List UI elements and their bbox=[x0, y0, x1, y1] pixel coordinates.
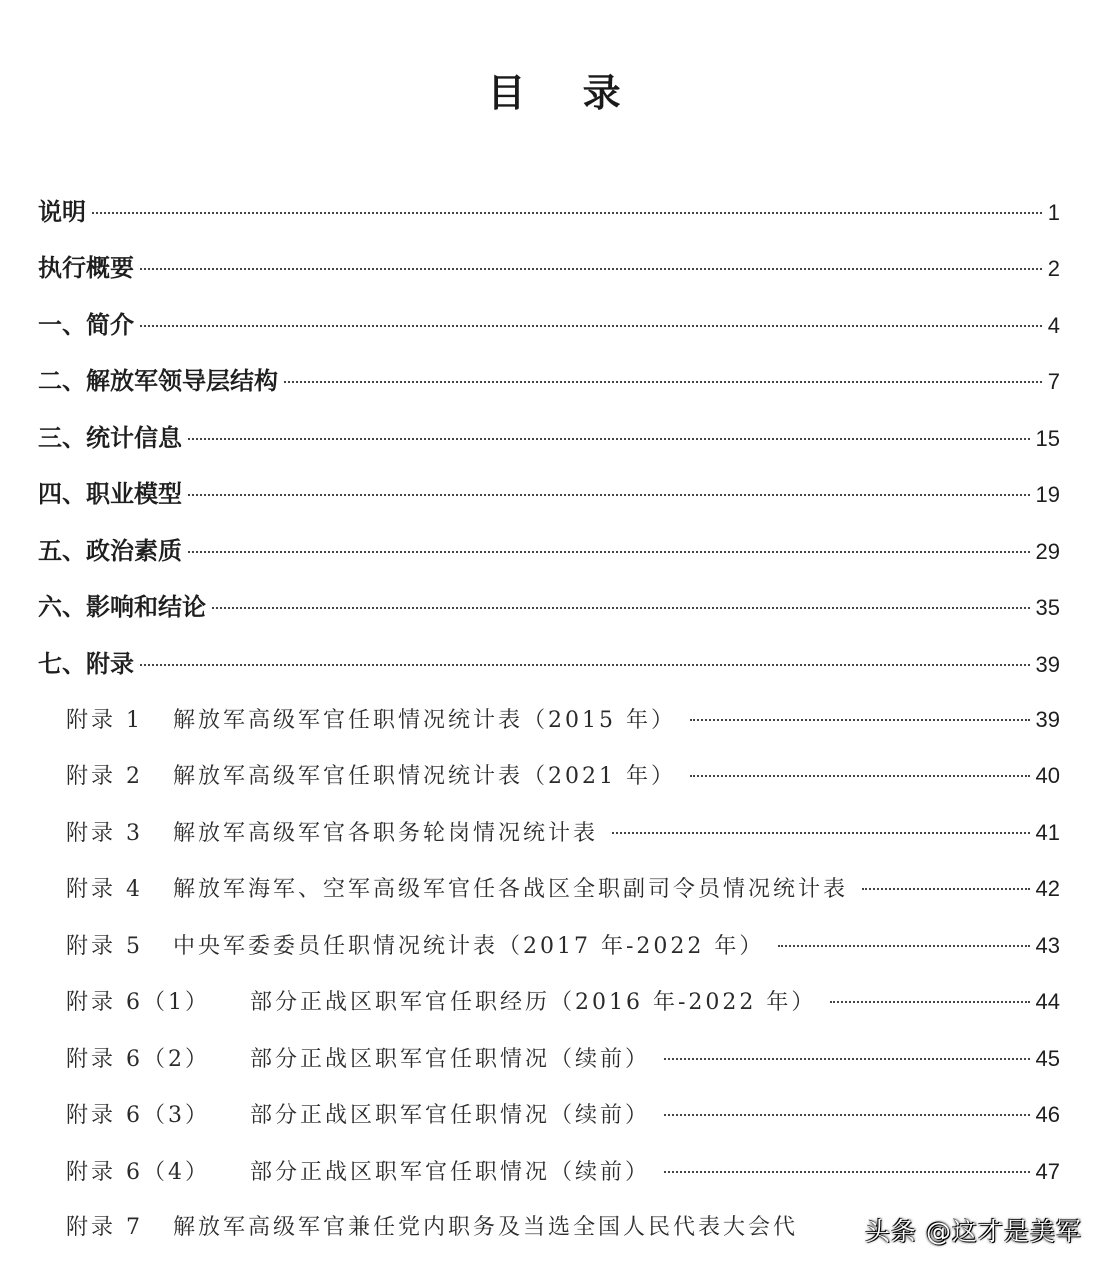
toc-page-number: 45 bbox=[1035, 1046, 1060, 1071]
appendix-prefix: 附录 2 bbox=[66, 764, 143, 789]
dot-leader bbox=[690, 774, 1030, 777]
toc-entry-label: 三、统计信息 bbox=[38, 424, 182, 452]
appendix-title: 解放军高级军官兼任党内职务及当选全国人民代表大会代 bbox=[173, 1215, 799, 1240]
toc-page-number: 39 bbox=[1035, 652, 1060, 677]
appendix-title: 部分正战区职军官任职经历（2016 年-2022 年） bbox=[250, 990, 817, 1015]
dot-leader bbox=[188, 493, 1030, 496]
appendix-prefix: 附录 1 bbox=[66, 708, 143, 733]
dot-leader bbox=[778, 944, 1029, 947]
dot-leader bbox=[140, 267, 1042, 270]
toc-entry[interactable] bbox=[38, 644, 1060, 684]
appendix-prefix: 附录 6（4） bbox=[66, 1160, 210, 1185]
dot-leader bbox=[212, 606, 1030, 609]
appendix-prefix: 附录 5 bbox=[66, 934, 143, 959]
toc-entry-label: 执行概要 bbox=[38, 254, 134, 282]
appendix-prefix: 附录 6（1） bbox=[66, 990, 210, 1015]
toc-appendix-entry[interactable] bbox=[66, 1039, 1060, 1079]
appendix-title: 解放军海军、空军高级军官任各战区全职副司令员情况统计表 bbox=[173, 877, 849, 902]
dot-leader bbox=[188, 550, 1030, 553]
appendix-prefix: 附录 7 bbox=[66, 1215, 143, 1240]
toc-entry[interactable] bbox=[38, 418, 1060, 458]
toc-entry-label: 四、职业模型 bbox=[38, 480, 182, 508]
page-title: 目 录 bbox=[487, 71, 643, 115]
toc-appendix-entry[interactable] bbox=[66, 982, 1060, 1022]
toc-entry-label: 五、政治素质 bbox=[38, 537, 182, 565]
toc-entry[interactable] bbox=[38, 248, 1060, 288]
toc-appendix-entry[interactable] bbox=[66, 813, 1060, 853]
dot-leader bbox=[188, 437, 1030, 440]
dot-leader bbox=[140, 663, 1030, 666]
appendix-title: 部分正战区职军官任职情况（续前） bbox=[250, 1047, 651, 1072]
toc-page-number: 41 bbox=[1035, 820, 1060, 845]
toc-page-number: 42 bbox=[1035, 876, 1060, 901]
dot-leader bbox=[830, 1000, 1029, 1003]
toc-page-number: 44 bbox=[1035, 989, 1060, 1014]
toc-page-number: 29 bbox=[1035, 539, 1060, 564]
toc-page-number: 7 bbox=[1047, 369, 1060, 394]
toc-appendix-entry[interactable] bbox=[66, 756, 1060, 796]
toc-page-number: 1 bbox=[1047, 200, 1060, 225]
toc-entry-label: 说明 bbox=[38, 198, 86, 226]
dot-leader bbox=[664, 1170, 1030, 1173]
toc-page-number: 4 bbox=[1047, 313, 1060, 338]
appendix-prefix: 附录 6（2） bbox=[66, 1047, 210, 1072]
appendix-title: 解放军高级军官各职务轮岗情况统计表 bbox=[173, 821, 599, 846]
toc-page-number: 35 bbox=[1035, 595, 1060, 620]
toc-page-number: 39 bbox=[1035, 707, 1060, 732]
toc-appendix-entry[interactable] bbox=[66, 869, 1060, 909]
toc-page-number: 47 bbox=[1035, 1159, 1060, 1184]
toc-entry[interactable] bbox=[38, 305, 1060, 345]
dot-leader bbox=[612, 831, 1030, 834]
toc-entry-label: 二、解放军领导层结构 bbox=[38, 367, 278, 395]
toc-page-number: 19 bbox=[1035, 482, 1060, 507]
toc-entry[interactable] bbox=[38, 474, 1060, 514]
toc-entry-label: 六、影响和结论 bbox=[38, 593, 206, 621]
toc-appendix-entry[interactable] bbox=[66, 700, 1060, 740]
appendix-prefix: 附录 6（3） bbox=[66, 1103, 210, 1128]
appendix-prefix: 附录 4 bbox=[66, 877, 143, 902]
toc-page-number: 40 bbox=[1035, 763, 1060, 788]
watermark: 头条 @这才是美军 bbox=[865, 1217, 1082, 1246]
toc-page-number: 2 bbox=[1047, 256, 1060, 281]
toc-page-number: 15 bbox=[1035, 426, 1060, 451]
toc-entry-label: 一、简介 bbox=[38, 311, 134, 339]
dot-leader bbox=[862, 887, 1030, 890]
appendix-title: 解放军高级军官任职情况统计表（2021 年） bbox=[173, 764, 676, 789]
appendix-title: 解放军高级军官任职情况统计表（2015 年） bbox=[173, 708, 676, 733]
toc-page-number: 46 bbox=[1035, 1102, 1060, 1127]
dot-leader bbox=[690, 718, 1030, 721]
toc-entry[interactable] bbox=[38, 361, 1060, 401]
toc-entry[interactable] bbox=[38, 587, 1060, 627]
appendix-title: 中央军委委员任职情况统计表（2017 年-2022 年） bbox=[173, 934, 765, 959]
toc-appendix-entry[interactable] bbox=[66, 1095, 1060, 1135]
toc-appendix-entry[interactable] bbox=[66, 926, 1060, 966]
toc-appendix-entry[interactable] bbox=[66, 1152, 1060, 1192]
dot-leader bbox=[140, 324, 1042, 327]
dot-leader bbox=[284, 380, 1042, 383]
dot-leader bbox=[664, 1113, 1030, 1116]
appendix-prefix: 附录 3 bbox=[66, 821, 143, 846]
toc-entry-label: 七、附录 bbox=[38, 650, 134, 678]
dot-leader bbox=[92, 211, 1042, 214]
dot-leader bbox=[664, 1057, 1030, 1060]
appendix-title: 部分正战区职军官任职情况（续前） bbox=[250, 1103, 651, 1128]
appendix-title: 部分正战区职军官任职情况（续前） bbox=[250, 1160, 651, 1185]
toc-entry[interactable] bbox=[38, 192, 1060, 232]
toc-page-number: 43 bbox=[1035, 933, 1060, 958]
toc-entry[interactable] bbox=[38, 531, 1060, 571]
